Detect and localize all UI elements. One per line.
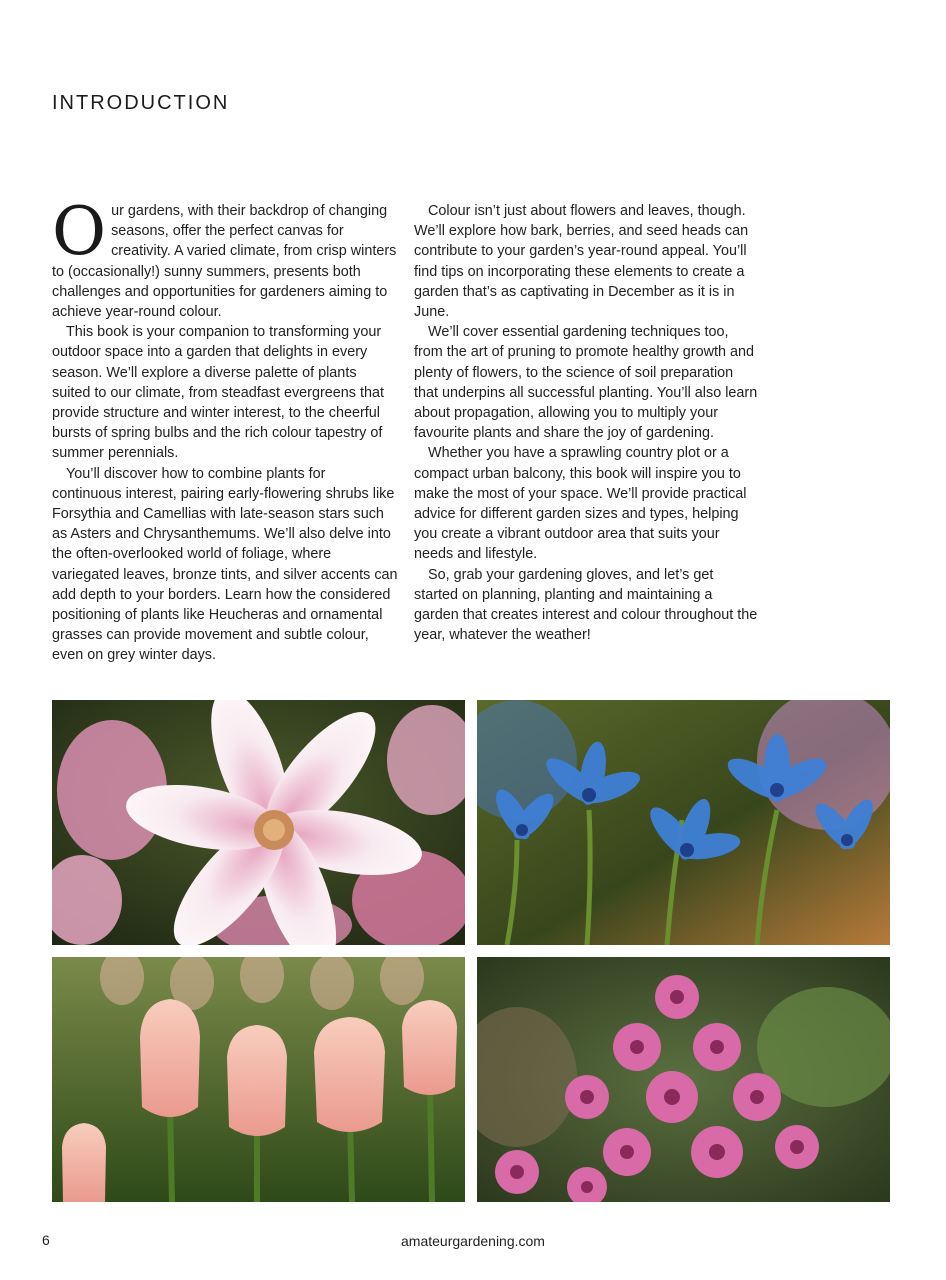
drop-cap: O xyxy=(52,193,107,270)
squill-illustration xyxy=(477,700,890,945)
paragraph xyxy=(52,193,398,322)
paragraph: Whether you have a sprawling country plot or a compact urban balcony, this book will inspire you to make the most of your space. We’ll provide practical advice for different garden sizes and types, helping you create a vibrant outdoor area that suits your needs and lifestyle. xyxy=(414,445,747,563)
tulip-photo xyxy=(52,957,465,1202)
paragraph: We’ll cover essential gardening techniques too, from the art of pruning to promote healthy growth and plenty of flowers, to the science of soil preparation that underpins all successful planting. You’ll also learn about propagation, allowing you to multiply your favourite plants and share the joy of gardening. xyxy=(414,324,758,442)
tulip-illustration xyxy=(52,957,465,1202)
magnolia-illustration xyxy=(52,700,465,945)
paragraph: So, grab your gardening gloves, and let’s get started on planning, planting and maintaining a garden that creates interest and colour throughout the year, whatever the weather! xyxy=(414,566,758,644)
body-column-left xyxy=(52,193,398,666)
body-column-right xyxy=(414,201,760,645)
bergenia-photo xyxy=(477,957,890,1202)
paragraph: You’ll discover how to combine plants for continuous interest, pairing early-flowering shrubs like Forsythia and Camellias with late-season stars such as Asters and Chrysanthemums. We’ll also delve into the often-overlooked world of foliage, where variegated leaves, bronze tints, and silver accents can add depth to your borders. Learn how the considered positioning of plants like Heucheras and ornamental grasses can provide movement and subtle colour, even on grey winter days. xyxy=(52,465,398,664)
footer-url: amateurgardening.com xyxy=(401,1233,545,1249)
magnolia-photo xyxy=(52,700,465,945)
page-number: 6 xyxy=(42,1232,50,1248)
paragraph: Colour isn’t just about flowers and leaves, though. We’ll explore how bark, berries, and seed heads can contribute to your garden’s year-round appeal. You’ll find tips on incorporating these elements to create a garden that’s as captivating in December as it is in June. xyxy=(414,203,749,321)
page-title: INTRODUCTION xyxy=(52,92,230,114)
squill-photo xyxy=(477,700,890,945)
paragraph-text: ur gardens, with their backdrop of changing seasons, offer the perfect canvas for creativity. A varied climate, from crisp winters to (occasionally!) sunny summers, presents both challenges and opportunities for gardeners aiming to achieve year-round colour. xyxy=(52,203,397,321)
paragraph: This book is your companion to transforming your outdoor space into a garden that delights in every season. We’ll explore a diverse palette of plants suited to our climate, from steadfast evergreens that provide structure and winter interest, to the cheerful bursts of spring bulbs and the rich colour tapestry of summer perennials. xyxy=(52,324,384,462)
bergenia-illustration xyxy=(477,957,890,1202)
